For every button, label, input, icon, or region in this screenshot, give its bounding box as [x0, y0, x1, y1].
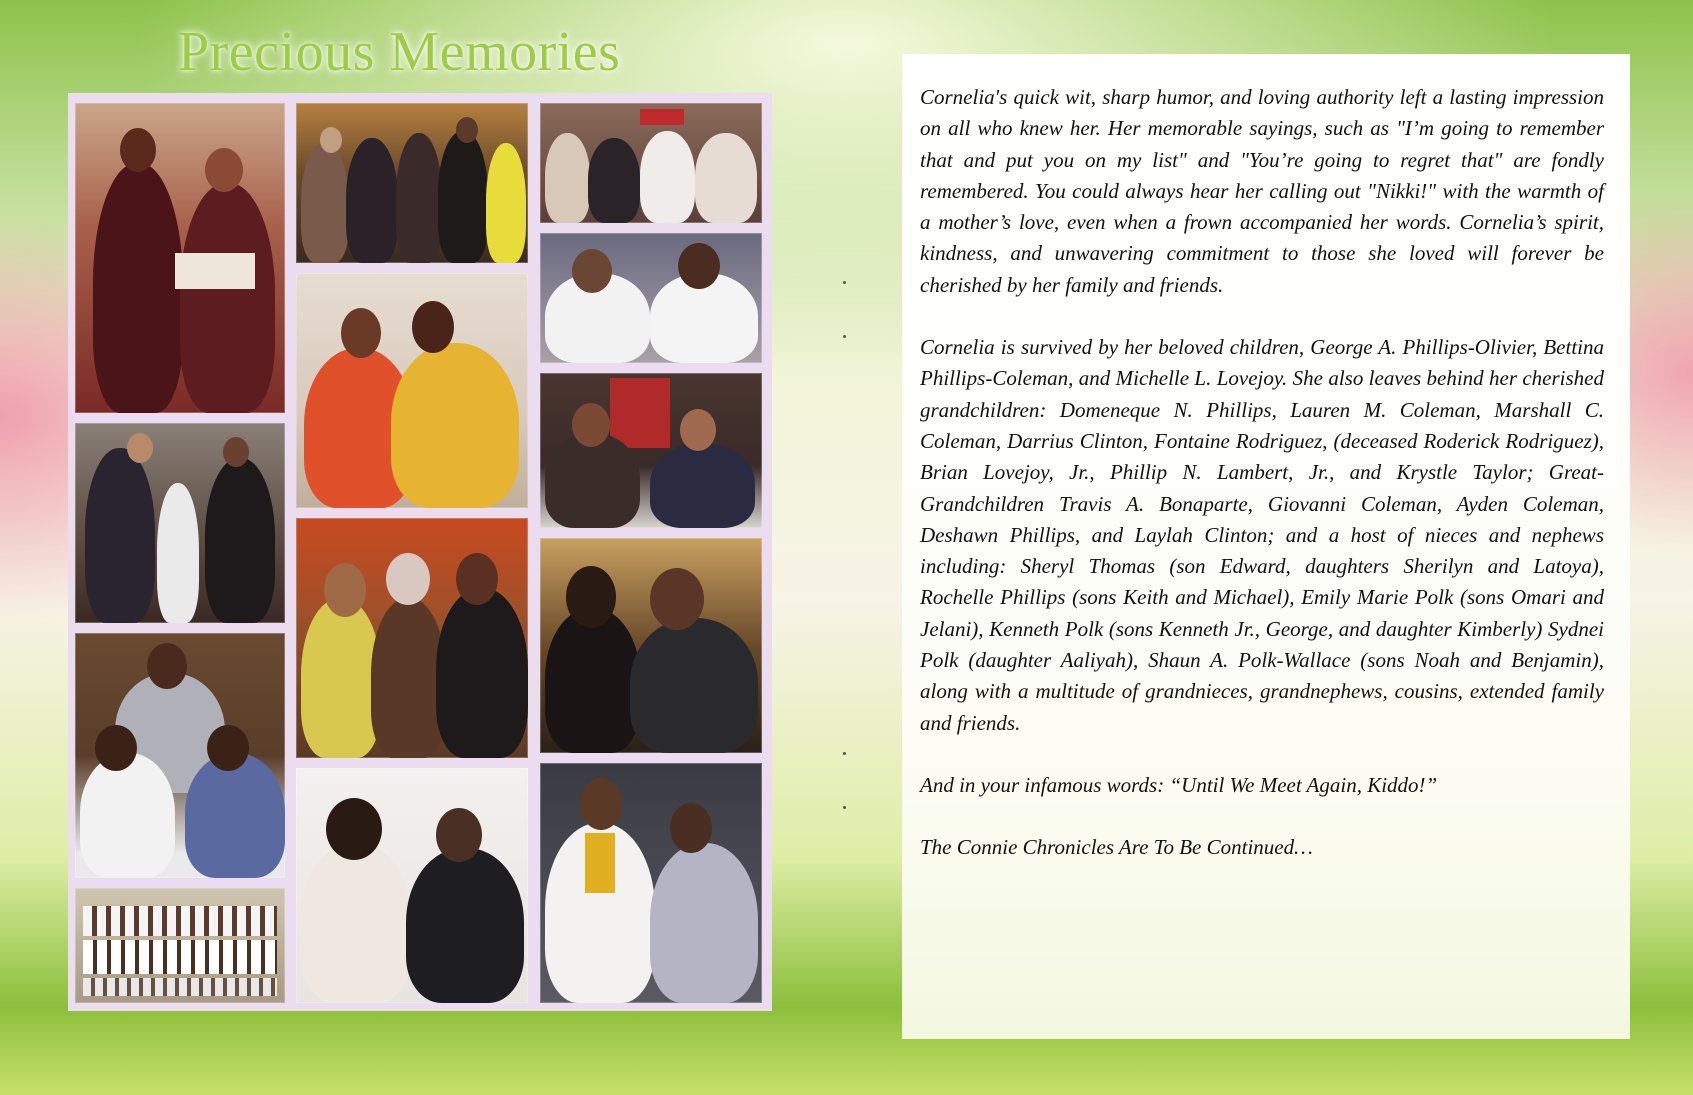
photo-collage: [68, 93, 772, 1011]
paragraph-closing: The Connie Chronicles Are To Be Continued…: [920, 835, 1313, 860]
scan-speck: [843, 335, 846, 338]
photo-couple-dining: [540, 373, 762, 528]
photo-couple-seated: [540, 233, 762, 363]
paragraph-farewell-quote: And in your infamous words: “Until We Meet Again, Kiddo!”: [920, 772, 1438, 797]
photo-graduation-portrait: [75, 103, 285, 413]
photo-group-gathering: [296, 103, 528, 263]
photo-graduation-celebration: [296, 518, 528, 758]
page-title: Precious Memories: [178, 21, 621, 83]
photo-family-group-standing: [540, 103, 762, 223]
scan-speck: [843, 806, 846, 809]
obituary-text: [920, 82, 1604, 895]
photo-women-smiling: [540, 538, 762, 753]
paragraph-survivors: Cornelia is survived by her beloved children, George A. Phillips-Olivier, Bettina Phillips-Coleman, and Michelle L. Lovejoy. She also leaves behind her cherished grandchildren: Domeneque N. Phillips, Lauren M. Coleman, Marshall C. Coleman, Darrius Clinton, Fontaine Rodriguez, (deceased Roderick Rodriguez), Brian Lovejoy, Jr., Phillip N. Lambert, Jr., and Krystle Taylor; Great-Grandchildren Travis A. Bonaparte, Giovanni Coleman, Ayden Coleman, Deshawn Phillips, and Laylah Clinton; and a host of nieces and nephews including: Sheryl Thomas (son Edward, daughters Sherilyn and Latoya), Rochelle Phillips (sons Keith and Michael), Emily Marie Polk (sons Omari and Jelani), Kenneth Polk (sons Kenneth Jr., George, and daughter Kimberly) Sydnei Polk (daughter Aaliyah), Shaun A. Polk-Wallace (sons Noah and Benjamin), along with a multitude of grandnieces, grandnephews, cousins, extended family and friends.: [920, 335, 1604, 735]
photo-dance-party: [75, 423, 285, 623]
photo-two-women-event: [296, 768, 528, 1003]
scan-speck: [843, 752, 846, 755]
photo-man-and-woman: [540, 763, 762, 1003]
photo-large-group: [75, 888, 285, 1003]
scan-speck: [843, 281, 846, 284]
paragraph-personality: Cornelia's quick wit, sharp humor, and loving authority left a lasting impression on all who knew her. Her memorable sayings, such as "I’m going to remember that and put you on my list" and "You’re going to regret that" are fondly remembered. You could always hear her calling out "Nikki!" with the warmth of a mother’s love, even when a frown accompanied her words. Cornelia’s spirit, kindness, and unwavering commitment to those she loved will forever be cherished by her family and friends.: [920, 85, 1604, 297]
photo-two-women-embrace: [296, 273, 528, 508]
photo-three-women-seated: [75, 633, 285, 878]
